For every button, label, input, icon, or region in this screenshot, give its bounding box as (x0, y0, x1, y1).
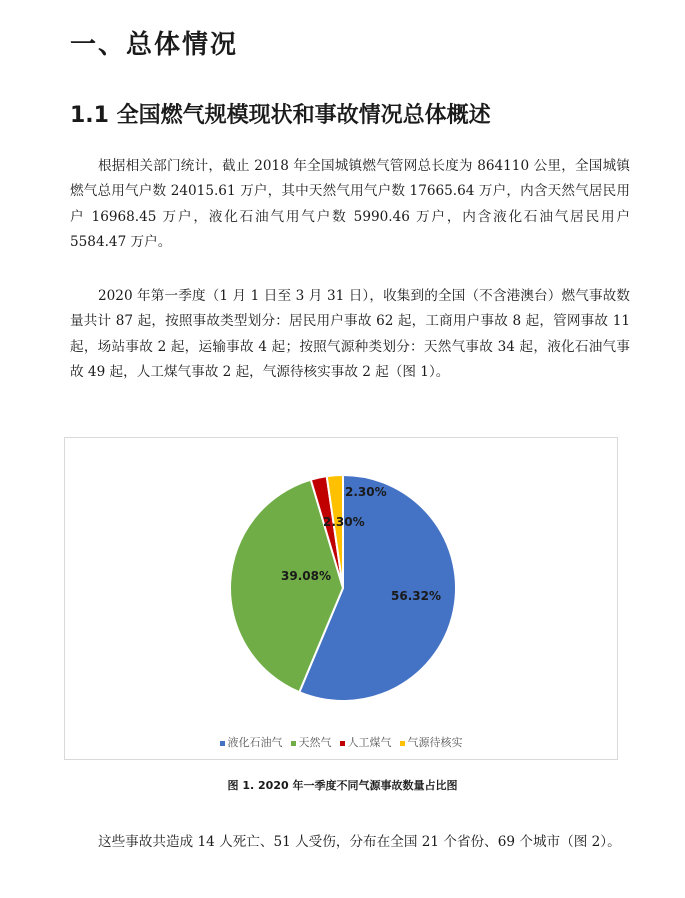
slice-label-3: 2.30% (323, 515, 365, 529)
figure-caption: 图 1. 2020 年一季度不同气源事故数量占比图 (227, 779, 458, 792)
slice-label-2: 39.08% (281, 569, 331, 583)
paragraph-casualties: 这些事故共造成 14 人死亡、51 人受伤，分布在全国 21 个省份、69 个城市（图 2）。 (98, 834, 621, 850)
legend-swatch (220, 741, 225, 746)
paragraph-gas-scale: 根据相关部门统计，截止 2018 年全国城镇燃气管网总长度为 864110 公里，全国城镇燃气总用气户数 24015.61 万户，其中天然气用气户数 17665.64 万户，内含天然气居民用户 16968.45 万户，液化石油气用气户数 5990.46 万户，内含液化石油气居民用户 5584.47 万户。 (70, 158, 630, 251)
section-heading: 一、总体情况 (70, 30, 239, 60)
legend-label: 液化石油气 (227, 736, 283, 749)
slice-label-4: 2.30% (345, 485, 387, 499)
legend-label: 气源待核实 (407, 736, 463, 749)
pie-chart (65, 438, 617, 728)
slice-label-1: 56.32% (391, 589, 441, 603)
legend-item-3 (340, 734, 392, 750)
legend-swatch (340, 741, 345, 746)
pie-chart-figure (64, 437, 618, 760)
chart-legend (65, 734, 617, 750)
legend-swatch (291, 741, 296, 746)
legend-swatch (400, 741, 405, 746)
legend-item-2 (291, 734, 332, 750)
legend-label: 人工煤气 (347, 736, 392, 749)
paragraph-accident-stats: 2020 年第一季度（1 月 1 日至 3 月 31 日），收集到的全国（不含港澳台）燃气事故数量共计 87 起，按照事故类型划分：居民用户事故 62 起，工商用户事故 8 起，管网事故 11 起，场站事故 2 起，运输事故 4 起；按照气源种类划分：天然气事故 34 起，液化石油气事故 49 起，人工煤气事故 2 起，气源待核实事故 2 起（图 1）。 (70, 288, 630, 381)
legend-label: 天然气 (298, 736, 332, 749)
legend-item-1 (220, 734, 283, 750)
subsection-heading: 1.1 全国燃气规模现状和事故情况总体概述 (70, 103, 491, 128)
legend-item-4 (400, 734, 463, 750)
